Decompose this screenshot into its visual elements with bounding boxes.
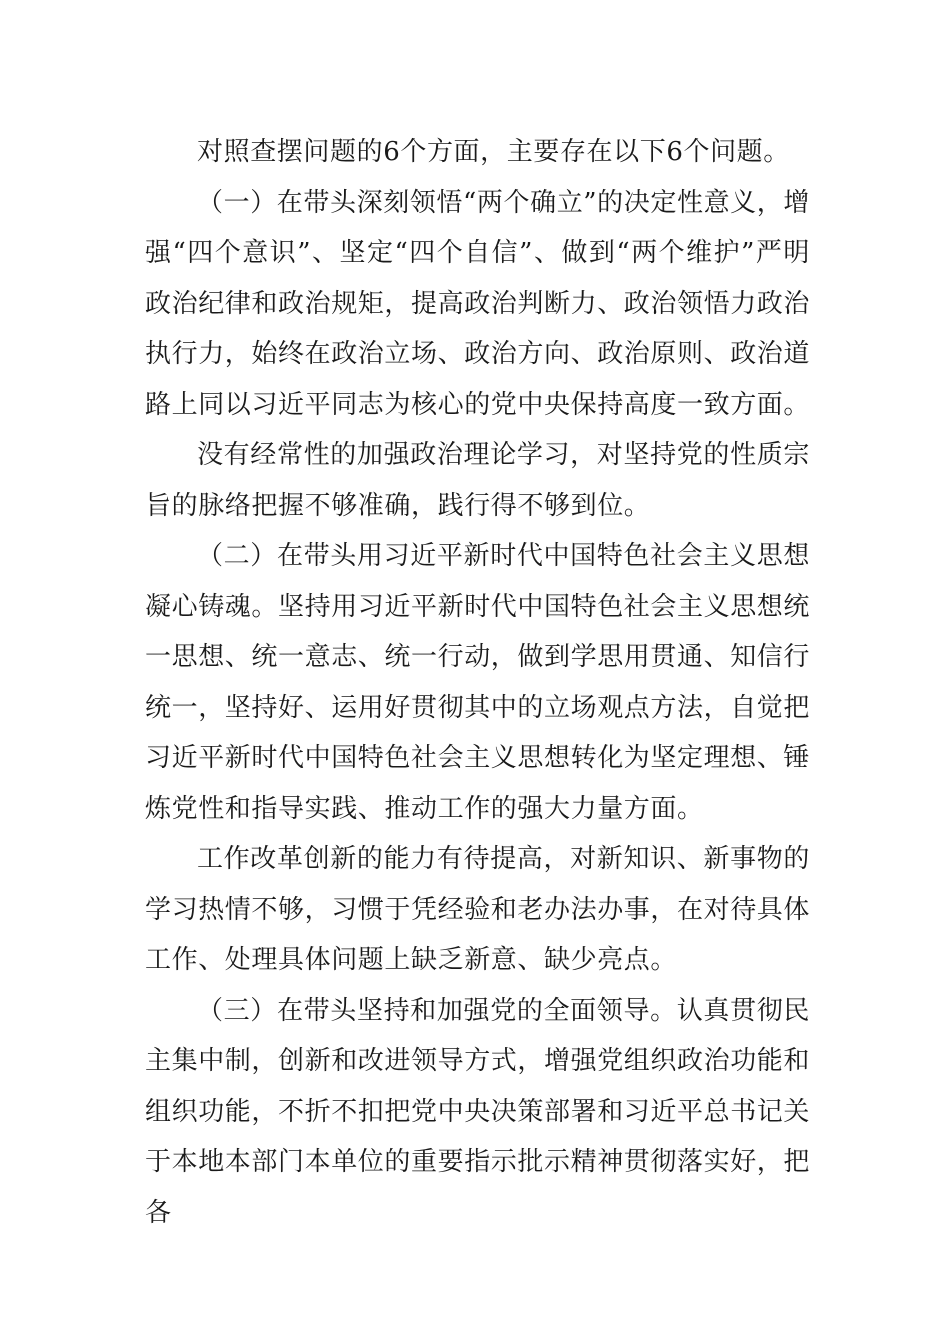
paragraph-intro: 对照查摆问题的6个方面，主要存在以下6个问题。 [197, 137, 790, 167]
paragraph-section-2: （二）在带头用习近平新时代中国特色社会主义思想凝心铸魂。坚持用习近平新时代中国特色社会主义思想统一思想、统一意志、统一行动，做到学思用贯通、知信行统一，坚持好、运用好贯彻其中的立场观点方法，自觉把习近平新时代中国特色社会主义思想转化为坚定理想、锤炼党性和指导实践、推动工作的强大力量方面。 [145, 541, 811, 824]
paragraph-section-1-issue: 没有经常性的加强政治理论学习，对坚持党的性质宗旨的脉络把握不够准确，践行得不够到位。 [145, 440, 810, 521]
document-body [145, 127, 810, 1238]
paragraph-section-2-issue: 工作改革创新的能力有待提高，对新知识、新事物的学习热情不够，习惯于凭经验和老办法办事，在对待具体工作、处理具体问题上缺乏新意、缺少亮点。 [145, 844, 811, 975]
paragraph-section-1: （一）在带头深刻领悟“两个确立”的决定性意义，增强“四个意识”、坚定“四个自信”、做到“两个维护”严明政治纪律和政治规矩，提高政治判断力、政治领悟力政治执行力，始终在政治立场、政治方向、政治原则、政治道路上同以习近平同志为核心的党中央保持高度一致方面。 [145, 187, 811, 420]
paragraph-section-3: （三）在带头坚持和加强党的全面领导。认真贯彻民主集中制，创新和改进领导方式，增强党组织政治功能和组织功能，不折不扣把党中央决策部署和习近平总书记关于本地本部门本单位的重要指示批示精神贯彻落实好，把各 [145, 995, 811, 1228]
